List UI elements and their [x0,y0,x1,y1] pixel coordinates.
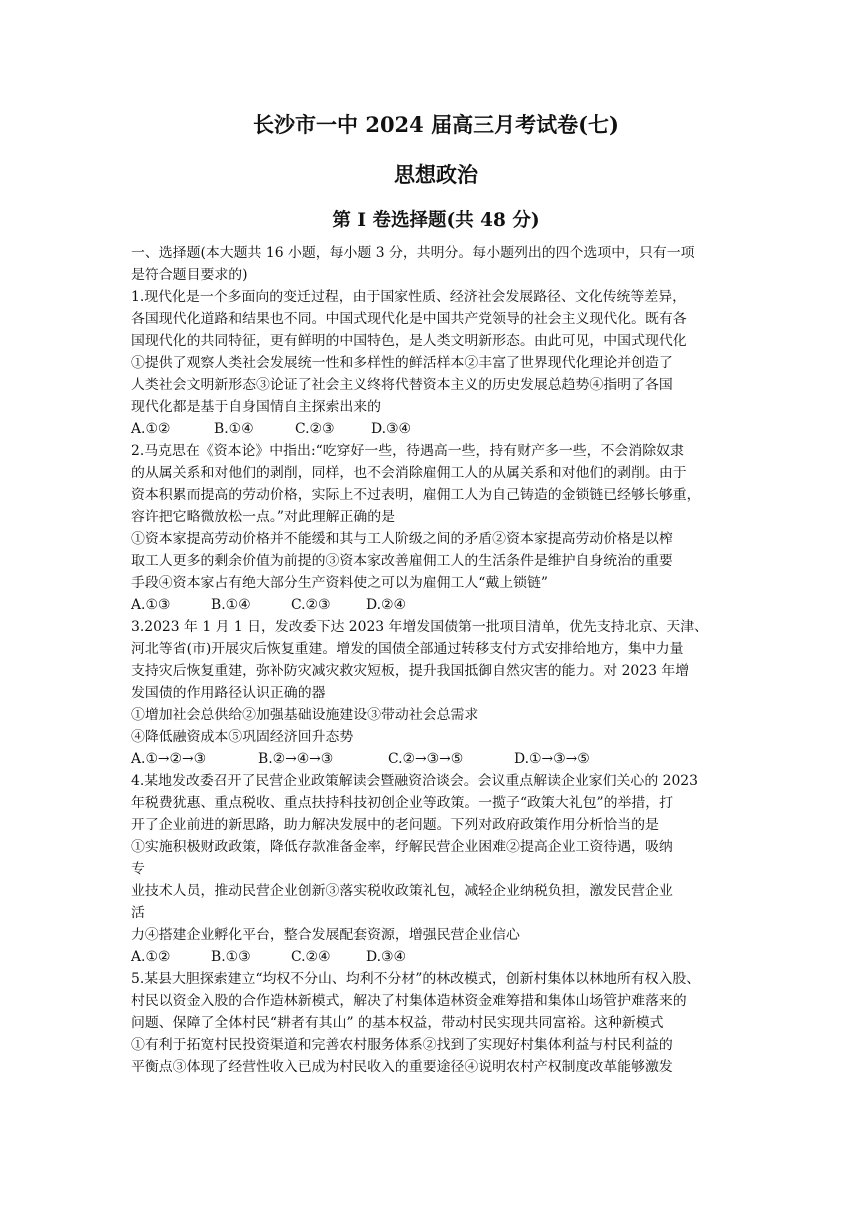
question-line: 1.现代化是一个多面向的变迁过程，由于国家性质、经济社会发展路径、文化传统等差异， [131,289,686,305]
question-3 [131,616,741,770]
question-line: ①增加社会总供给②加强基础设施建设③带动社会总需求 [131,707,479,723]
option-b[interactable]: B.②→④→③ [258,751,334,767]
question-line: ①提供了观察人类社会发展统一性和多样性的鲜活样本②丰富了世界现代化理论并创造了 [131,355,673,371]
question-line: 开了企业前进的新思路，助力解决发展中的老问题。下列对政府政策作用分析恰当的是 [131,817,659,833]
option-a[interactable]: A.①→②→③ [131,751,207,767]
question-line: 手段④资本家占有绝大部分生产资料使之可以为雇佣工人“戴上锁链” [131,575,549,591]
option-c[interactable]: C.②④ [291,949,331,965]
option-a[interactable]: A.①② [131,421,171,437]
question-line: 力④搭建企业孵化平台，整合发展配套资源，增强民营企业信心 [131,927,520,943]
question-line: ④降低融资成本⑤巩固经济回升态势 [131,729,354,745]
question-line: 各国现代化道路和结果也不同。中国式现代化是中国共产党领导的社会主义现代化。既有各 [131,311,687,327]
question-line: 发国债的作用路径认识正确的器 [131,685,326,701]
option-b[interactable]: B.①④ [211,597,251,613]
question-line: 业技术人员，推动民营企业创新③落实税收政策礼包，减轻企业纳税负担，激发民营企业 [131,883,673,899]
option-b[interactable]: B.①③ [211,949,251,965]
answer-options [131,418,741,440]
question-line: 村民以资金入股的合作造林新模式，解决了村集体造林资金难筹措和集体山场管护难落来的 [131,993,687,1009]
answer-options [131,946,741,968]
question-line: 资本积累而提高的劳动价格，实际上不过表明，雇佣工人为自己铸造的金锁链已经够长够重， [131,487,701,503]
question-line: ①有利于拓宽村民投资渠道和完善农村服务体系②找到了实现好村集体利益与村民利益的 [131,1037,673,1053]
question-line: 3.2023 年 1 月 1 日，发改委下达 2023 年增发国债第一批项目清单，优先支持北京、天津、 [131,619,709,635]
question-line: 活 [131,905,145,921]
question-line: 容许把它略微放松一点。”对此理解正确的是 [131,509,396,525]
question-line: ①实施积极财政政策，降低存款准备金率，纾解民营企业困难②提高企业工资待遇，吸纳 [131,839,673,855]
option-d[interactable]: D.①→③→⑤ [514,751,590,767]
exam-title: 长沙市一中 2024 届高三月考试卷(七) [253,112,619,137]
question-line: 4.某地发改委召开了民营企业政策解读会暨融资洽谈会。会议重点解读企业家们关心的 2023 [131,773,698,789]
section-title: 第 I 卷选择题(共 48 分) [332,210,540,231]
question-line: 取工人更多的剩余价值为前提的③资本家改善雇佣工人的生活条件是维护自身统治的重要 [131,553,673,569]
option-d[interactable]: D.③④ [366,949,406,965]
question-line: 现代化都是基于自身国情自主探索出来的 [131,399,382,415]
subject-title: 思想政治 [394,162,478,187]
question-line: 的从属关系和对他们的剥削，同样，也不会消除雇佣工人的从属关系和对他们的剥削。由于 [131,465,687,481]
option-c[interactable]: C.②→③→⑤ [388,751,464,767]
question-1 [131,286,741,440]
instructions [131,242,741,286]
question-line: ①资本家提高劳动价格并不能缓和其与工人阶级之间的矛盾②资本家提高劳动价格是以榨 [131,531,673,547]
question-2 [131,440,741,616]
option-d[interactable]: D.③④ [371,421,411,437]
question-line: 年税费犹惠、重点税收、重点扶持科技初创企业等政策。一揽子“政策大礼包”的举措，打 [131,795,674,811]
question-line: 河北等省(市)开展灾后恢复重建。增发的国债全部通过转移支付方式安排给地方，集中力量 [131,641,684,657]
question-line: 2.马克思在《资本论》中指出:“吃穿好一些，待遇高一些，持有财产多一些，不会消除奴隶 [131,443,684,459]
option-c[interactable]: C.②③ [295,421,335,437]
option-c[interactable]: C.②③ [291,597,331,613]
question-line: 支持灾后恢复重建，弥补防灾减灾救灾短板，提升我国抵御自然灾害的能力。对 2023 年增 [131,663,690,679]
answer-options [131,748,741,770]
option-d[interactable]: D.②④ [366,597,406,613]
instruction-line: 一、选择题(本大题共 16 小题，每小题 3 分，共明分。每小题列出的四个选项中，只有一项 [131,245,695,261]
question-5 [131,968,741,1078]
question-line: 5.某县大胆探索建立“均权不分山、均利不分材”的林改模式，创新村集体以林地所有权入股、 [131,971,701,987]
option-a[interactable]: A.①③ [131,597,171,613]
exam-page [131,110,741,1078]
question-line: 问题、保障了全体村民“耕者有其山” 的基本权益，带动村民实现共同富裕。这种新模式 [131,1015,664,1031]
question-line: 国现代化的共同特征，更有鲜明的中国特色，是人类文明新形态。由此可见，中国式现代化 [131,333,687,349]
question-line: 专 [131,861,145,877]
question-4 [131,770,741,968]
question-line: 平衡点③体现了经营性收入已成为村民收入的重要途径④说明农村产权制度改革能够激发 [131,1059,673,1075]
answer-options [131,594,741,616]
question-line: 人类社会文明新形态③论证了社会主义终将代替资本主义的历史发展总趋势④指明了各国 [131,377,673,393]
option-b[interactable]: B.①④ [214,421,254,437]
instruction-line: 是符合题目要求的) [131,267,248,283]
option-a[interactable]: A.①② [131,949,171,965]
